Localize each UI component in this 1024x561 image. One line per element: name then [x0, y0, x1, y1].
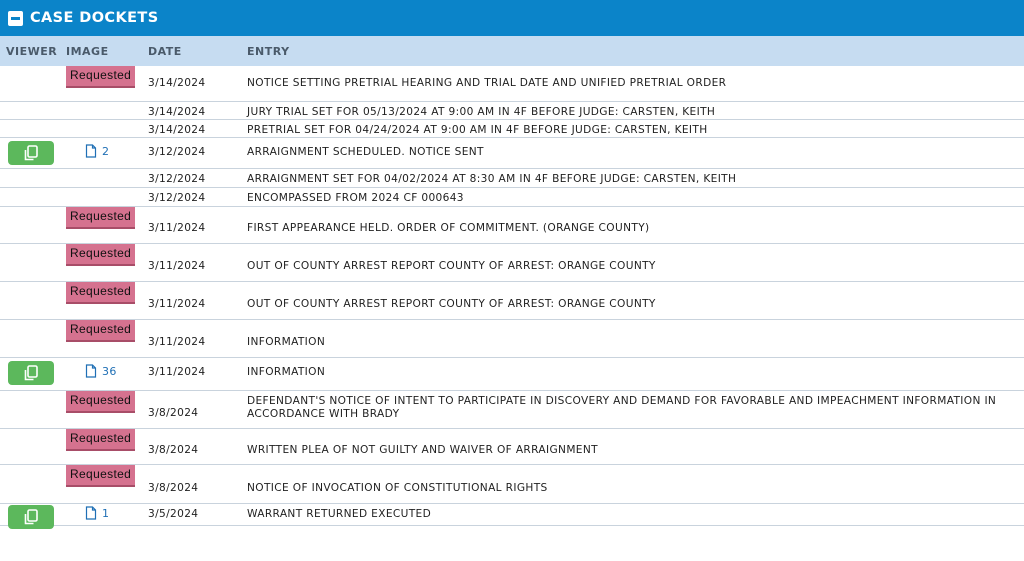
docket-date: 3/11/2024 [148, 336, 206, 348]
docket-row [0, 138, 1024, 169]
page-count[interactable]: 36 [102, 364, 117, 378]
docket-date: 3/12/2024 [148, 146, 206, 158]
requested-button[interactable]: Requested [66, 391, 135, 413]
docket-date: 3/14/2024 [148, 124, 206, 136]
docket-entry: WRITTEN PLEA OF NOT GUILTY AND WAIVER OF ARRAIGNMENT [247, 444, 598, 456]
docket-date: 3/8/2024 [148, 407, 199, 419]
collapse-minus-icon[interactable] [8, 11, 23, 26]
column-viewer: VIEWER [6, 45, 58, 58]
docket-row [0, 320, 1024, 358]
viewer-button[interactable] [8, 361, 54, 385]
docket-entry: INFORMATION [247, 366, 326, 378]
copy-documents-icon [22, 508, 40, 526]
requested-button[interactable]: Requested [66, 66, 135, 88]
requested-button[interactable]: Requested [66, 244, 135, 266]
image-pages-link[interactable] [85, 506, 109, 520]
docket-date: 3/11/2024 [148, 298, 206, 310]
column-image: IMAGE [66, 45, 109, 58]
docket-date: 3/14/2024 [148, 77, 206, 89]
docket-entry: FIRST APPEARANCE HELD. ORDER OF COMMITMENT. (ORANGE COUNTY) [247, 222, 650, 234]
docket-entry: OUT OF COUNTY ARREST REPORT COUNTY OF ARREST: ORANGE COUNTY [247, 260, 656, 272]
page-count[interactable]: 2 [102, 144, 110, 158]
docket-row [0, 358, 1024, 391]
docket-date: 3/12/2024 [148, 173, 206, 185]
docket-date: 3/12/2024 [148, 192, 206, 204]
page-count[interactable]: 1 [102, 506, 110, 520]
document-icon [85, 144, 97, 158]
image-pages-link[interactable] [85, 144, 109, 158]
docket-entry: OUT OF COUNTY ARREST REPORT COUNTY OF ARREST: ORANGE COUNTY [247, 298, 656, 310]
docket-entry: ARRAIGNMENT SET FOR 04/02/2024 AT 8:30 AM IN 4F BEFORE JUDGE: CARSTEN, KEITH [247, 173, 737, 185]
docket-entry: PRETRIAL SET FOR 04/24/2024 AT 9:00 AM IN 4F BEFORE JUDGE: CARSTEN, KEITH [247, 124, 708, 136]
column-date: DATE [148, 45, 182, 58]
viewer-button[interactable] [8, 141, 54, 165]
docket-row [0, 429, 1024, 465]
requested-button[interactable]: Requested [66, 429, 135, 451]
docket-date: 3/8/2024 [148, 482, 199, 494]
docket-entry: NOTICE OF INVOCATION OF CONSTITUTIONAL RIGHTS [247, 482, 548, 494]
docket-row [0, 188, 1024, 207]
docket-row [0, 169, 1024, 188]
docket-date: 3/11/2024 [148, 366, 206, 378]
docket-row [0, 66, 1024, 102]
docket-table-body [0, 66, 1024, 526]
docket-entry: ENCOMPASSED FROM 2024 CF 000643 [247, 192, 464, 204]
docket-row [0, 244, 1024, 282]
docket-row [0, 282, 1024, 320]
docket-entry: JURY TRIAL SET FOR 05/13/2024 AT 9:00 AM IN 4F BEFORE JUDGE: CARSTEN, KEITH [247, 106, 716, 118]
docket-date: 3/11/2024 [148, 222, 206, 234]
docket-date: 3/5/2024 [148, 508, 199, 520]
docket-date: 3/14/2024 [148, 106, 206, 118]
document-icon [85, 506, 97, 520]
docket-row [0, 102, 1024, 120]
document-icon [85, 364, 97, 378]
docket-entry: ARRAIGNMENT SCHEDULED. NOTICE SENT [247, 146, 484, 158]
docket-entry: NOTICE SETTING PRETRIAL HEARING AND TRIAL DATE AND UNIFIED PRETRIAL ORDER [247, 77, 727, 89]
requested-button[interactable]: Requested [66, 320, 135, 342]
panel-title: CASE DOCKETS [30, 10, 159, 26]
viewer-button[interactable] [8, 505, 54, 529]
column-header-row [0, 36, 1024, 66]
docket-row [0, 391, 1024, 429]
copy-documents-icon [22, 364, 40, 382]
docket-entry: WARRANT RETURNED EXECUTED [247, 508, 432, 520]
image-pages-link[interactable] [85, 364, 117, 378]
requested-button[interactable]: Requested [66, 282, 135, 304]
docket-row [0, 465, 1024, 504]
case-dockets-header[interactable] [0, 0, 1024, 36]
requested-button[interactable]: Requested [66, 207, 135, 229]
docket-row [0, 120, 1024, 138]
copy-documents-icon [22, 144, 40, 162]
docket-row [0, 207, 1024, 244]
column-entry: ENTRY [247, 45, 290, 58]
docket-date: 3/8/2024 [148, 444, 199, 456]
docket-date: 3/11/2024 [148, 260, 206, 272]
docket-entry: DEFENDANT'S NOTICE OF INTENT TO PARTICIPATE IN DISCOVERY AND DEMAND FOR FAVORABLE AND IMPEACHMENT INFORMATION IN ACCORDANCE WITH BRADY [247, 395, 997, 420]
docket-row [0, 504, 1024, 526]
requested-button[interactable]: Requested [66, 465, 135, 487]
docket-entry: INFORMATION [247, 336, 326, 348]
